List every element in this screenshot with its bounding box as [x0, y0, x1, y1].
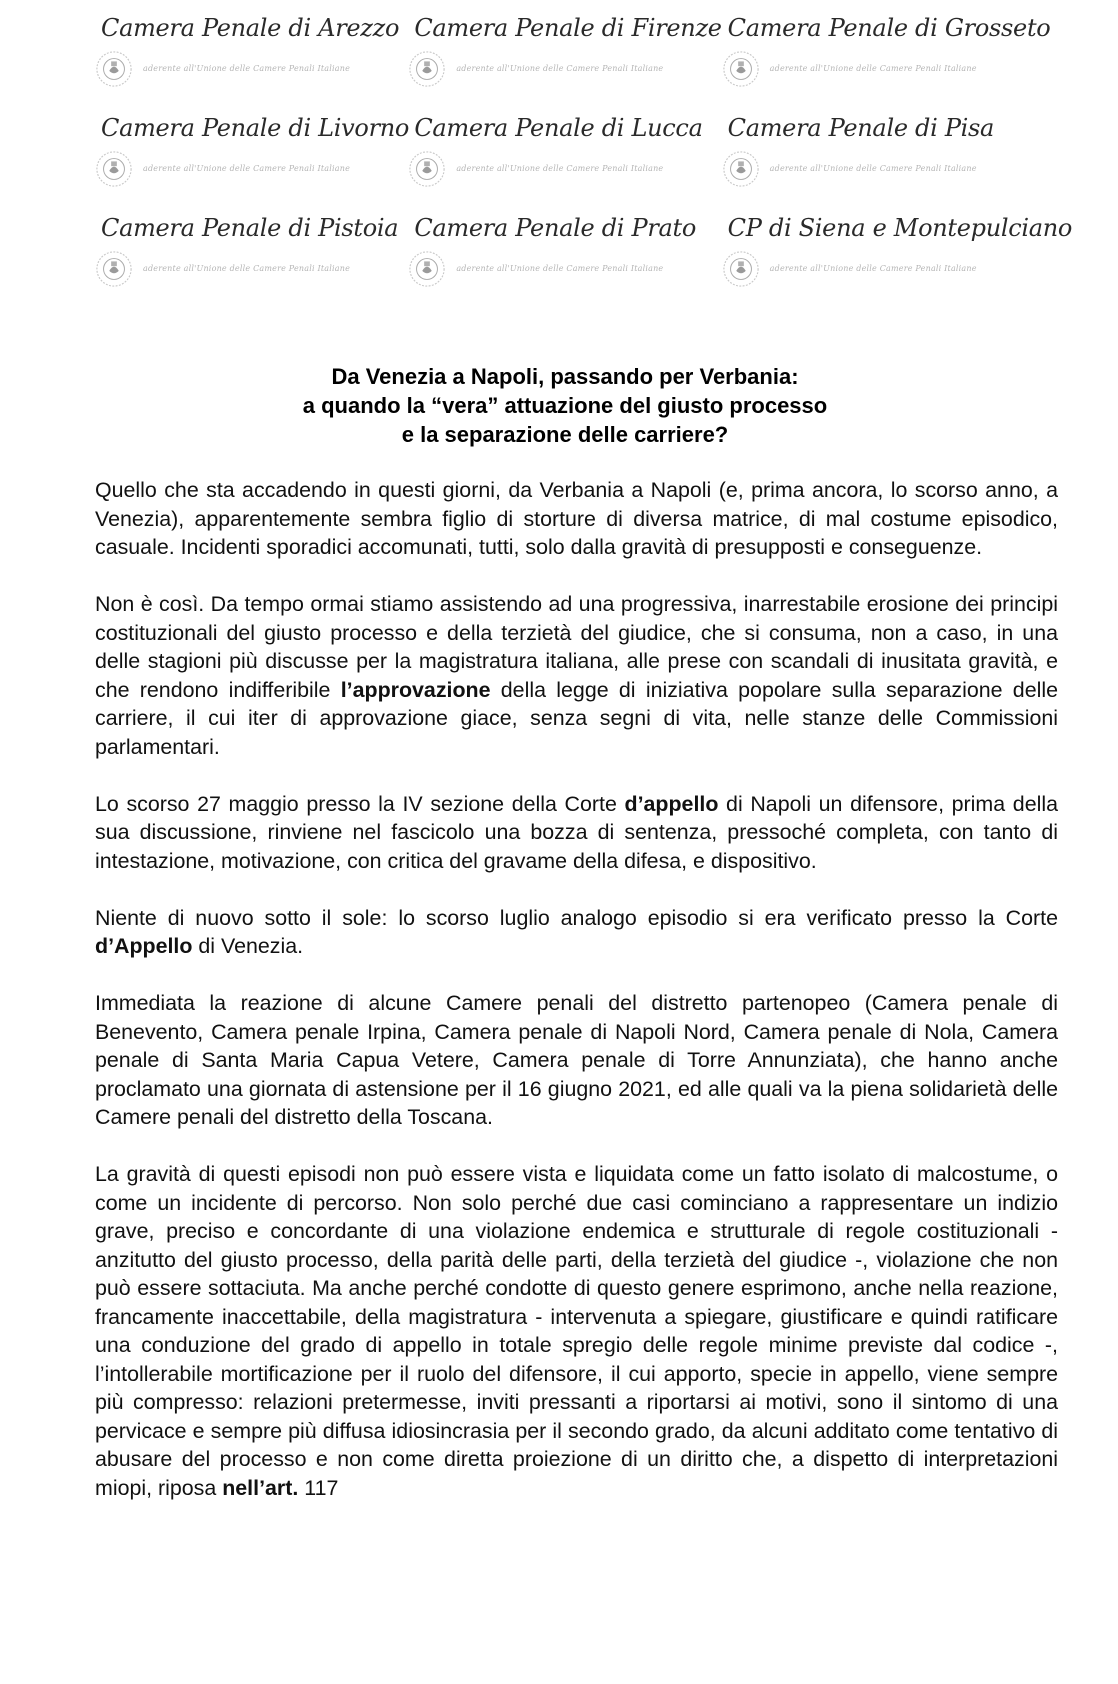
title-line: e la separazione delle carriere?: [401, 422, 729, 447]
paragraph-text: di Napoli un difensore, prima della sua discussione, rinviene nel fascicolo una bozza di sentenza, pressoché completa, con tanto di intestazione, motivazione, con critica del gravame della difesa, e dispositivo.: [95, 791, 1058, 873]
letterhead-name: Camera Penale di Livorno: [101, 114, 410, 142]
paragraph: [95, 904, 1058, 961]
paragraph: [95, 1160, 1058, 1502]
letterhead-name: Camera Penale di Lucca: [414, 114, 703, 142]
seal-icon: [722, 150, 760, 188]
letterhead-name: Camera Penale di Firenze: [414, 14, 722, 42]
title-line: a quando la “vera” attuazione del giusto processo: [302, 393, 828, 418]
paragraph-text: Quello che sta accadendo in questi giorni, da Verbania a Napoli (e, prima ancora, lo scorso anno, a Venezia), apparentemente sembra figlio di storture di diversa matrice, di mal costume episodico, casuale. Incidenti sporadici accomunati, tutti, solo dalla gravità di presupposti e conseguenze.: [95, 478, 1058, 559]
paragraph-text: Non è così. Da tempo ormai stiamo assistendo ad una progressiva, inarrestabile erosione dei principi costituzionali del giusto processo e della terzietà del giudice, che si consuma, non a caso, in una delle stagioni più discusse per la magistratura italiana, alle prese con scandali di inusitata gravità, e che rendono indifferibile: [95, 592, 1058, 702]
letterhead-name: CP di Siena e Montepulciano: [727, 214, 1073, 242]
paragraph-text: della legge di iniziativa popolare sulla separazione delle carriere, il cui iter di approvazione giace, senza segni di vita, nelle stanze delle Commissioni parlamentari.: [95, 677, 1058, 759]
document-title: [95, 362, 1035, 449]
seal-icon: [408, 150, 446, 188]
seal-icon: [722, 50, 760, 88]
letterhead-subtitle: aderente all'Unione delle Camere Penali Italiane: [456, 64, 664, 73]
paragraph-text: Niente di nuovo sotto il sole: lo scorso luglio analogo episodio si era verificato presso la Corte: [95, 905, 1058, 930]
seal-icon: [408, 250, 446, 288]
paragraph-text: Lo scorso 27 maggio presso la IV sezione della Corte: [95, 791, 625, 816]
seal-icon: [722, 250, 760, 288]
letterhead-subtitle: aderente all'Unione delle Camere Penali Italiane: [769, 164, 977, 173]
letterhead-name: Camera Penale di Arezzo: [101, 14, 400, 42]
letterhead-subtitle: aderente all'Unione delle Camere Penali Italiane: [143, 264, 351, 273]
paragraph: [95, 790, 1058, 876]
letterhead-siena-montepulciano: [722, 206, 1073, 306]
seal-icon: [95, 150, 133, 188]
letterhead-name: Camera Penale di Pisa: [727, 114, 995, 142]
bold-text: d’Appello: [95, 934, 193, 958]
letterhead-subtitle: aderente all'Unione delle Camere Penali Italiane: [769, 264, 977, 273]
paragraph: [95, 989, 1058, 1132]
seal-icon: [95, 250, 133, 288]
bold-text: l’approvazione: [340, 677, 491, 702]
letterhead-subtitle: aderente all'Unione delle Camere Penali Italiane: [143, 164, 351, 173]
letterhead-subtitle: aderente all'Unione delle Camere Penali Italiane: [143, 64, 351, 73]
paragraph-text: La gravità di questi episodi non può essere vista e liquidata come un fatto isolato di malcostume, o come un incidente di percorso. Non solo perché due casi cominciano a rappresentare un indizio grave, preciso e concordante di una violazione endemica e strutturale di regole costituzionali - anzitutto del giusto processo, della parità delle parti, della terzietà del giudice -, violazione che non può essere sottaciuta. Ma anche perché condotte di questo genere esprimono, anche nella reazione, francamente inaccettabile, della magistratura - intervenuta a spiegare, giustificare e quindi ratificare una conduzione del grado di appello in totale spregio delle regole minime previste dal codice -, l’intollerabile mortificazione per il ruolo del difensore, il cui apporto, specie in appello, viene sempre più compresso: relazioni pretermesse, inviti pressanti a riportarsi ai motivi, sono il sintomo di una pervicace e sempre più diffusa idiosincrasia per il secondo grado, da alcuni additato come tentativo di abusare del processo e non come diretta proiezione di un diritto che, a dispetto di interpretazioni miopi, riposa: [95, 1162, 1058, 1500]
letterhead-lucca: [408, 106, 721, 206]
seal-icon: [408, 50, 446, 88]
letterhead-row: [95, 206, 1073, 306]
letterhead-row: [95, 106, 1035, 206]
paragraph-text: 117: [298, 1475, 339, 1500]
document-body: [95, 476, 1058, 1531]
letterhead-arezzo: [95, 6, 408, 106]
bold-text: nell’art.: [222, 1475, 299, 1500]
letterhead-subtitle: aderente all'Unione delle Camere Penali Italiane: [456, 164, 664, 173]
paragraph-text: di Venezia.: [192, 934, 304, 958]
bold-text: d’appello: [624, 791, 719, 816]
letterhead-firenze: [408, 6, 721, 106]
letterhead-pisa: [722, 106, 1035, 206]
seal-icon: [95, 50, 133, 88]
letterhead-name: Camera Penale di Prato: [414, 214, 697, 242]
letterhead-subtitle: aderente all'Unione delle Camere Penali Italiane: [456, 264, 664, 273]
letterhead-grosseto: [722, 6, 1051, 106]
title-line: Da Venezia a Napoli, passando per Verbania:: [331, 364, 799, 389]
letterhead-prato: [408, 206, 721, 306]
letterhead-name: Camera Penale di Grosseto: [727, 14, 1051, 42]
paragraph: [95, 476, 1058, 562]
letterhead-subtitle: aderente all'Unione delle Camere Penali Italiane: [769, 64, 977, 73]
paragraph: [95, 590, 1058, 761]
paragraph-text: Immediata la reazione di alcune Camere penali del distretto partenopeo (Camera penale di Benevento, Camera penale Irpina, Camera penale di Napoli Nord, Camera penale di Nola, Camera penale di Santa Maria Capua Vetere, Camera penale di Torre Annunziata), che hanno anche proclamato una giornata di astensione per il 16 giugno 2021, ed alle quali va la piena solidarietà delle Camere penali del distretto della Toscana.: [95, 991, 1058, 1129]
letterhead-grid: [95, 6, 1073, 306]
letterhead-livorno: [95, 106, 408, 206]
letterhead-row: [95, 6, 1051, 106]
letterhead-pistoia: [95, 206, 408, 306]
letterhead-name: Camera Penale di Pistoia: [101, 214, 399, 242]
